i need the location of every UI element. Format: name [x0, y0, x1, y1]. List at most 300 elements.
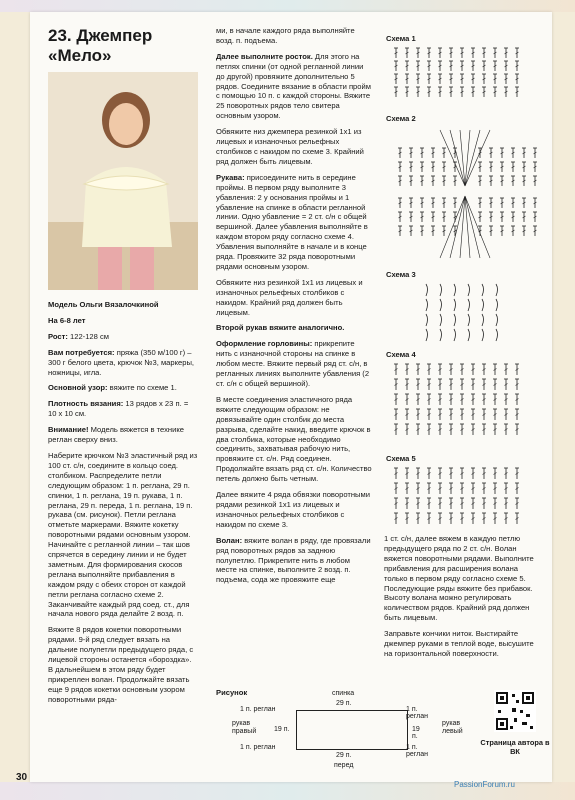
stitch-symbol [515, 468, 519, 479]
relief-stitch [440, 329, 442, 341]
stitch-symbol [522, 226, 526, 236]
stitch-symbol [449, 364, 453, 375]
stitch-symbol [416, 74, 420, 84]
relief-stitch [468, 299, 470, 311]
schema-3-label: Схема 3 [386, 270, 416, 279]
stitch-symbol [394, 74, 398, 84]
stitch-symbol [493, 87, 497, 97]
stitch-symbol [493, 468, 497, 479]
schema-2-chart [390, 126, 540, 262]
relief-stitch [468, 284, 470, 296]
stitch-symbol [394, 379, 398, 390]
col2-paragraph: ми, в начале каждого ряда выполняйте возд. п. подъема. [216, 26, 355, 45]
relief-stitch [496, 299, 498, 311]
stitch-symbol [511, 198, 515, 208]
stitch-symbol [460, 74, 464, 84]
relief-stitch [496, 284, 498, 296]
stitch-symbol [504, 87, 508, 97]
stitch-symbol [427, 483, 431, 494]
stitch-symbol [427, 424, 431, 435]
relief-stitch [454, 284, 456, 296]
stitch-symbol [431, 176, 435, 186]
stitch-symbol [405, 468, 409, 479]
paragraph-lead: Основной узор: [48, 383, 108, 393]
stitch-symbol [438, 468, 442, 479]
stitch-symbol [489, 212, 493, 222]
stitch-symbol [394, 409, 398, 420]
stitch-symbol [522, 148, 526, 158]
stitch-symbol [460, 87, 464, 97]
paragraph-lead: Далее выполните росток. [216, 51, 313, 61]
stitch-symbol [493, 74, 497, 84]
stitch-symbol [482, 379, 486, 390]
stitch-symbol [394, 513, 398, 524]
stitch-symbol [471, 87, 475, 97]
col1-paragraph: Модель Ольги Вязалочкиной [48, 300, 159, 309]
col2-paragraph: Второй рукав вяжите аналогично. [216, 323, 345, 333]
col1-paragraph [48, 383, 198, 393]
paragraph-body: Для этого на петлях спинки (от одной регланной линии до другой) провяжите дополнительно 5 рядов. Соедините вязание в области пройм с помощью 10 п. с каждой стороны. Вяжите 25 поворотных рядов тело свитера основным узором. [216, 51, 371, 121]
stitch-symbol [416, 364, 420, 375]
diagram-back-count: 29 п. [336, 700, 352, 707]
stitch-symbol [489, 176, 493, 186]
paragraph-body: 122-128 см [67, 331, 109, 341]
stitch-symbol [515, 48, 519, 58]
diagram-raglan-tl: 1 п. реглан [240, 706, 276, 713]
schema-5-label: Схема 5 [386, 454, 416, 463]
relief-stitch [426, 299, 428, 311]
stitch-symbol [416, 468, 420, 479]
stitch-symbol [500, 226, 504, 236]
stitch-symbol [515, 364, 519, 375]
col2-paragraph [216, 536, 372, 586]
relief-stitch [454, 329, 456, 341]
stitch-symbol [515, 61, 519, 71]
stitch-symbol [449, 74, 453, 84]
stitch-symbol [515, 87, 519, 97]
stitch-symbol [482, 424, 486, 435]
stitch-symbol [405, 409, 409, 420]
stitch-symbol [522, 212, 526, 222]
stitch-symbol [431, 212, 435, 222]
stitch-symbol [427, 409, 431, 420]
diagram-box [296, 710, 408, 750]
stitch-symbol [405, 379, 409, 390]
stitch-symbol [453, 176, 457, 186]
stitch-symbol [405, 87, 409, 97]
stitch-symbol [471, 468, 475, 479]
stitch-symbol [438, 48, 442, 58]
stitch-symbol [482, 61, 486, 71]
stitch-symbol [504, 74, 508, 84]
stitch-symbol [449, 513, 453, 524]
stitch-symbol [460, 61, 464, 71]
stitch-symbol [438, 409, 442, 420]
stitch-symbol [416, 61, 420, 71]
stitch-symbol [427, 87, 431, 97]
stitch-symbol [471, 61, 475, 71]
stitch-symbol [438, 87, 442, 97]
stitch-symbol [533, 176, 537, 186]
stitch-symbol [500, 198, 504, 208]
paragraph-lead: Вам потребуется: [48, 347, 115, 357]
stitch-symbol [398, 212, 402, 222]
stitch-symbol [515, 409, 519, 420]
stitch-symbol [442, 212, 446, 222]
stitch-symbol [420, 212, 424, 222]
stitch-symbol [482, 468, 486, 479]
stitch-symbol [500, 212, 504, 222]
stitch-symbol [471, 74, 475, 84]
stitch-symbol [416, 498, 420, 509]
stitch-symbol [515, 74, 519, 84]
stitch-symbol [409, 176, 413, 186]
model-photo [48, 72, 198, 290]
col1-paragraph: Наберите крючком №3 эластичный ряд из 100 ст. с/н, соедините в кольцо соед. столбиком. Распределите петли следующим образом: 1 п. реглана, 29 п. спинки, 1 п. реглана, 19 п. рукава, 1 п. реглана, 29 п. переда, 1 п. реглана, 19 п. рукава (см. рисунок). Петли реглана отметьте маркерами. Вяжите кокетку поворотными рядами основным узором. Начинайте с регланной линии – так шов спрячется в середину линии и не будет заметным. Для формирования скосов реглана выполняйте прибавления в каждом ряду с обеих сторон от каждой петли реглана согласно схеме 2. Заканчивайте каждый ряд соед. ст., для начала нового ряда делайте 2 возд. п. [48, 450, 198, 619]
schema-1-label: Схема 1 [386, 34, 416, 43]
stitch-symbol [398, 226, 402, 236]
diagram-sleeve-right: рукав правый [232, 720, 257, 735]
stitch-symbol [533, 148, 537, 158]
stitch-symbol [471, 48, 475, 58]
stitch-symbol [504, 513, 508, 524]
stitch-symbol [482, 48, 486, 58]
stitch-symbol [431, 226, 435, 236]
stitch-symbol [482, 364, 486, 375]
stitch-symbol [478, 162, 482, 172]
stitch-symbol [478, 176, 482, 186]
schema-1-chart [390, 46, 540, 102]
schema-4-chart [390, 362, 540, 442]
schema-2-label: Схема 2 [386, 114, 416, 123]
stitch-symbol [438, 74, 442, 84]
stitch-symbol [405, 364, 409, 375]
stitch-symbol [504, 379, 508, 390]
relief-stitch [440, 299, 442, 311]
stitch-symbol [460, 498, 464, 509]
paragraph-lead: Рукава: [216, 172, 245, 182]
stitch-symbol [442, 148, 446, 158]
col1-paragraph: Вяжите 8 рядов кокетки поворотными рядами. 9-й ряд следует вязать на дальние полупетли предыдущего ряда, с лицевой стороны останется «бороздка». В дальнейшем в этом ряду будет прикреплен волан. Продолжайте вязать еще 9 рядов кокетки основным узором поворотными ряда- [48, 625, 194, 704]
stitch-symbol [416, 424, 420, 435]
stitch-symbol [489, 148, 493, 158]
stitch-symbol [405, 394, 409, 405]
diagram-raglan-tr: 1 п. реглан [406, 706, 429, 720]
stitch-symbol [533, 198, 537, 208]
paragraph-body: пряжа (350 м/100 г) – 300 г белого цвета, крючок №3, маркеры, ножницы, игла. [48, 347, 195, 377]
col2-paragraph [216, 339, 372, 389]
paragraph-lead: Плотность вязания: [48, 399, 124, 409]
stitch-symbol [394, 394, 398, 405]
text-column-1 [48, 300, 198, 711]
diagram-sleeve-left: рукав левый [442, 720, 463, 735]
article-title: 23. Джемпер «Мело» [48, 26, 153, 65]
stitch-symbol [493, 409, 497, 420]
stitch-symbol [460, 394, 464, 405]
stitch-symbol [504, 483, 508, 494]
stitch-symbol [471, 364, 475, 375]
stitch-symbol [482, 483, 486, 494]
stitch-symbol [460, 364, 464, 375]
stitch-symbol [504, 364, 508, 375]
stitch-symbol [515, 379, 519, 390]
stitch-symbol [449, 409, 453, 420]
paragraph-body: вяжите волан в ряду, где провязали ряд поворотных рядов за заднюю полупетлю. Прикрепите нить в любом месте на спинке, выполните 2 возд. п. подъема, сода же провяжите еще [216, 535, 371, 585]
stitch-symbol [398, 198, 402, 208]
stitch-symbol [504, 394, 508, 405]
stitch-symbol [482, 87, 486, 97]
relief-stitch [482, 314, 484, 326]
stitch-symbol [438, 364, 442, 375]
stitch-symbol [449, 394, 453, 405]
stitch-symbol [504, 409, 508, 420]
stitch-symbol [427, 74, 431, 84]
col1-paragraph [48, 399, 198, 419]
stitch-symbol [460, 409, 464, 420]
stitch-symbol [438, 498, 442, 509]
stitch-symbol [482, 409, 486, 420]
stitch-symbol [493, 364, 497, 375]
stitch-symbol [409, 148, 413, 158]
col3-paragraph: 1 ст. с/н, далее вяжем в каждую петлю предыдущего ряда по 2 ст. с/н. Волан вяжется поворотными рядами. Выполните прибавления для расширения волана только в первом ряду согласно схеме 5. Последующие ряды вяжите без прибавок. Высоту волана можно регулировать количеством рядов. Крайний ряд должен быть лицевым. [384, 534, 534, 623]
stitch-symbol [533, 162, 537, 172]
stitch-symbol [394, 498, 398, 509]
stitch-symbol [427, 364, 431, 375]
stitch-symbol [471, 409, 475, 420]
stitch-symbol [489, 226, 493, 236]
relief-stitch [426, 284, 428, 296]
col2-paragraph [216, 52, 372, 121]
stitch-symbol [442, 176, 446, 186]
stitch-symbol [493, 498, 497, 509]
schema-3-chart [420, 282, 510, 344]
stitch-symbol [405, 513, 409, 524]
stitch-symbol [460, 468, 464, 479]
stitch-symbol [533, 212, 537, 222]
stitch-symbol [522, 198, 526, 208]
stitch-symbol [504, 468, 508, 479]
stitch-symbol [416, 513, 420, 524]
stitch-symbol [431, 198, 435, 208]
stitch-symbol [493, 61, 497, 71]
relief-stitch [496, 329, 498, 341]
paragraph-lead: Волан: [216, 535, 243, 545]
stitch-symbol [449, 48, 453, 58]
relief-stitch [482, 284, 484, 296]
stitch-symbol [416, 48, 420, 58]
stitch-symbol [449, 468, 453, 479]
stitch-symbol [493, 48, 497, 58]
col1-paragraph: На 6-8 лет [48, 315, 86, 325]
stitch-symbol [478, 198, 482, 208]
stitch-symbol [427, 498, 431, 509]
col1-paragraph [48, 348, 198, 378]
relief-stitch [426, 314, 428, 326]
stitch-symbol [460, 48, 464, 58]
paragraph-body: Модель вяжется в технике реглан сверху вниз. [48, 425, 184, 445]
relief-stitch [482, 299, 484, 311]
stitch-symbol [405, 498, 409, 509]
stitch-symbol [515, 513, 519, 524]
stitch-symbol [493, 483, 497, 494]
stitch-symbol [511, 162, 515, 172]
schema-5-chart [390, 466, 540, 530]
stitch-symbol [394, 48, 398, 58]
stitch-symbol [482, 513, 486, 524]
stitch-symbol [453, 198, 457, 208]
stitch-symbol [515, 498, 519, 509]
stitch-symbol [522, 162, 526, 172]
paragraph-lead: Рост: [48, 331, 68, 341]
stitch-symbol [471, 379, 475, 390]
stitch-symbol [405, 74, 409, 84]
diagram-sleeve-left-count: 19 п. [412, 726, 420, 740]
stitch-symbol [511, 148, 515, 158]
stitch-symbol [471, 394, 475, 405]
stitch-symbol [394, 483, 398, 494]
stitch-symbol [427, 394, 431, 405]
stitch-symbol [416, 87, 420, 97]
relief-stitch [440, 314, 442, 326]
stitch-symbol [420, 148, 424, 158]
stitch-symbol [394, 87, 398, 97]
qr-caption: Страница автора в ВК [480, 738, 550, 756]
stitch-symbol [427, 48, 431, 58]
stitch-symbol [394, 61, 398, 71]
stitch-symbol [489, 162, 493, 172]
stitch-symbol [416, 379, 420, 390]
text-column-3 [384, 534, 542, 665]
stitch-symbol [449, 87, 453, 97]
text-column-2 [216, 26, 372, 591]
stitch-symbol [471, 513, 475, 524]
relief-stitch [440, 284, 442, 296]
col1-paragraph [48, 332, 198, 342]
stitch-symbol [427, 61, 431, 71]
diagram-front: перед [334, 762, 354, 769]
stitch-symbol [405, 61, 409, 71]
stitch-symbol [394, 468, 398, 479]
paragraph-body: 13 рядов x 23 п. = 10 x 10 см. [48, 399, 189, 419]
stitch-symbol [438, 61, 442, 71]
stitch-symbol [504, 498, 508, 509]
relief-stitch [454, 299, 456, 311]
relief-stitch [454, 314, 456, 326]
col2-paragraph: В месте соединения эластичного ряда вяжите следующим образом: не довязывайте один столбик до места разрыва, сделайте накид, введите крючок в два столбика, которые необходимо соединить, захватывая рабочую нить, провяжите ст. с/н. Ряд соединен. Продолжайте вязать ряд ст. с/н. Количество петель должно быть четным. [216, 394, 372, 484]
stitch-symbol [449, 424, 453, 435]
stitch-symbol [449, 379, 453, 390]
stitch-symbol [504, 61, 508, 71]
col2-paragraph [216, 173, 372, 272]
stitch-symbol [409, 226, 413, 236]
stitch-symbol [398, 148, 402, 158]
stitch-symbol [511, 176, 515, 186]
stitch-symbol [438, 483, 442, 494]
stitch-symbol [420, 176, 424, 186]
stitch-symbol [471, 498, 475, 509]
stitch-symbol [511, 226, 515, 236]
stitch-symbol [504, 48, 508, 58]
stitch-symbol [482, 394, 486, 405]
stitch-symbol [489, 198, 493, 208]
stitch-symbol [493, 513, 497, 524]
stitch-symbol [420, 226, 424, 236]
raglan-diagram [216, 688, 463, 774]
stitch-symbol [416, 483, 420, 494]
relief-stitch [496, 314, 498, 326]
relief-stitch [426, 329, 428, 341]
stitch-symbol [427, 379, 431, 390]
stitch-symbol [460, 379, 464, 390]
diagram-raglan-br: 1 п. реглан [406, 744, 429, 758]
stitch-symbol [515, 424, 519, 435]
paragraph-body: вяжите по схеме 1. [107, 383, 177, 393]
paragraph-body: присоедините нить в середине проймы. В первом ряду выполните 3 убавления: 2 у основания проймы и 1 убавление на спинке в области регланной линии. Одно убавление = 2 ст. с/н с общей вершиной. Далее убавления выполняйте в каждом втором ряду согласно схеме 4. Убавления выполняйте в начале и в конце ряда. Провяжите 32 ряда поворотными рядами основным узором. [216, 172, 368, 271]
stitch-symbol [409, 198, 413, 208]
stitch-symbol [493, 424, 497, 435]
stitch-symbol [515, 483, 519, 494]
stitch-symbol [427, 468, 431, 479]
qr-code[interactable] [494, 690, 536, 732]
relief-stitch [482, 329, 484, 341]
paragraph-body: прикрепите нить с изнаночной стороны на спинке в любом месте. Вяжите первый ряд ст. с/н, в регланных линиях выполните убавления (2 ст. с/н с общей вершиной). [216, 339, 370, 388]
stitch-symbol [482, 74, 486, 84]
stitch-symbol [493, 379, 497, 390]
stitch-symbol [511, 212, 515, 222]
stitch-symbol [409, 162, 413, 172]
stitch-symbol [500, 176, 504, 186]
stitch-symbol [449, 61, 453, 71]
stitch-symbol [420, 162, 424, 172]
paragraph-lead: Внимание! [48, 425, 89, 435]
stitch-symbol [478, 212, 482, 222]
stitch-symbol [431, 148, 435, 158]
diagram-front-count: 29 п. [336, 752, 352, 759]
stitch-symbol [394, 424, 398, 435]
stitch-symbol [398, 176, 402, 186]
stitch-symbol [533, 226, 537, 236]
diagram-raglan-bl: 1 п. реглан [240, 744, 276, 751]
stitch-symbol [442, 226, 446, 236]
stitch-symbol [409, 212, 413, 222]
stitch-symbol [438, 513, 442, 524]
stitch-symbol [438, 394, 442, 405]
stitch-symbol [493, 394, 497, 405]
stitch-symbol [500, 162, 504, 172]
stitch-symbol [405, 424, 409, 435]
col2-paragraph: Обвяжите низ джемпера резинкой 1x1 из лицевых и изнаночных рельефных столбиков с накидом по схеме 3. Крайний ряд должен быть лицевым. [216, 127, 364, 166]
stitch-symbol [471, 424, 475, 435]
stitch-symbol [431, 162, 435, 172]
stitch-symbol [416, 409, 420, 420]
stitch-symbol [460, 513, 464, 524]
stitch-symbol [394, 364, 398, 375]
stitch-symbol [460, 424, 464, 435]
stitch-symbol [442, 162, 446, 172]
stitch-symbol [482, 498, 486, 509]
stitch-symbol [449, 483, 453, 494]
stitch-symbol [500, 148, 504, 158]
diagram-sleeve-right-count: 19 п. [274, 726, 290, 733]
stitch-symbol [460, 483, 464, 494]
stitch-symbol [504, 424, 508, 435]
stitch-symbol [478, 226, 482, 236]
relief-stitch [468, 329, 470, 341]
stitch-symbol [449, 498, 453, 509]
stitch-symbol [438, 379, 442, 390]
stitch-symbol [442, 198, 446, 208]
watermark: PassionForum.ru [454, 780, 515, 789]
